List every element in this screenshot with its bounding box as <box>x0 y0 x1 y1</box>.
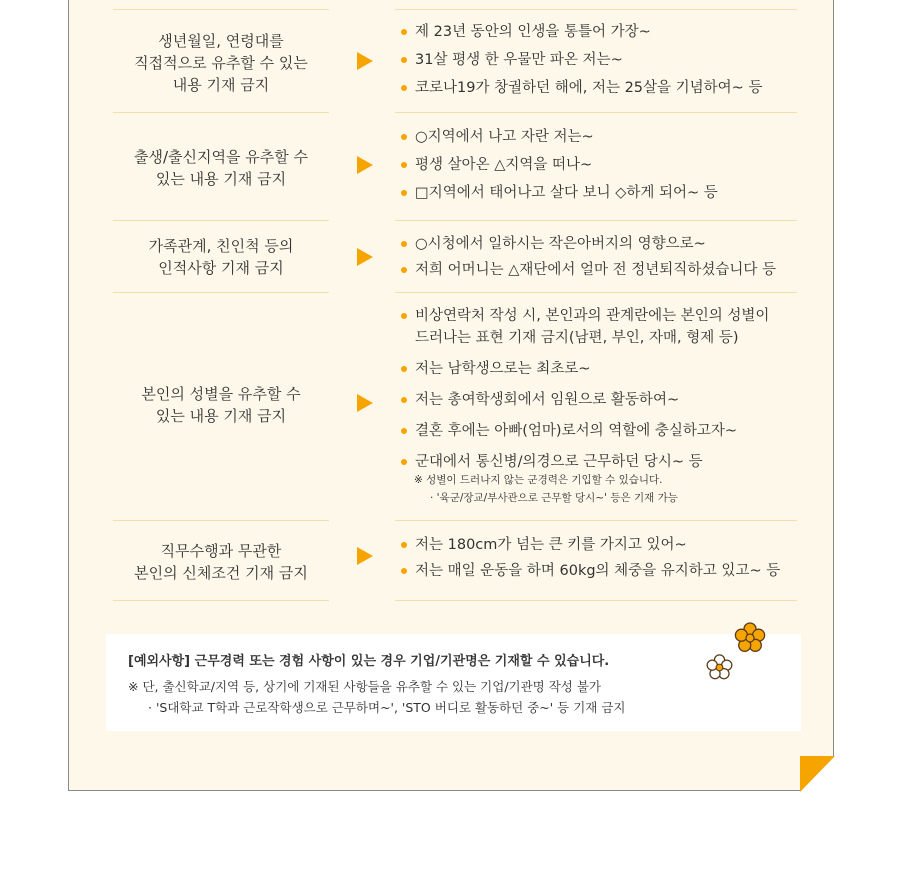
list-item: 저는 180cm가 넘는 큰 키를 가지고 있어~ <box>398 534 798 556</box>
arrow-icon <box>357 248 373 266</box>
note-subtext: · '육군/장교/부사관으로 근무할 당시~' 등은 기재 가능 <box>430 492 678 504</box>
folded-corner <box>800 756 835 792</box>
list-item: 제 23년 동안의 인생을 통틀어 가장~ <box>398 21 798 43</box>
list-item: 결혼 후에는 아빠(엄마)로서의 역할에 충실하고자~ <box>398 420 783 442</box>
divider <box>395 9 797 10</box>
divider <box>395 112 797 113</box>
list-item: 비상연락처 작성 시, 본인과의 관계란에는 본인의 성별이 드러나는 표현 기재 금지(남편, 부인, 자매, 형제 등) <box>398 305 783 349</box>
list-item: ○시청에서 일하시는 작은아버지의 영향으로~ <box>398 233 798 255</box>
arrow-icon <box>357 52 373 70</box>
divider <box>395 520 797 521</box>
divider <box>113 600 329 601</box>
note-text: ※ 성별이 드러나지 않는 군경력은 기입할 수 있습니다. <box>414 474 663 486</box>
list-item: 평생 살아온 △지역을 떠나~ <box>398 154 798 176</box>
list-item: 코로나19가 창궐하던 해에, 저는 25살을 기념하여~ 등 <box>398 77 798 99</box>
list-item: 군대에서 통신병/의경으로 근무하던 당시~ 등 <box>398 451 783 473</box>
list-item: 저희 어머니는 △재단에서 얼마 전 정년퇴직하셨습니다 등 <box>398 259 798 281</box>
divider <box>113 520 329 521</box>
orange-flower-icon <box>734 622 766 654</box>
rule-label: 가족관계, 친인척 등의 인적사항 기재 금지 <box>148 237 294 277</box>
list-item: 저는 남학생으로는 최초로~ <box>398 358 783 380</box>
divider <box>113 292 329 293</box>
divider <box>113 9 329 10</box>
divider <box>113 112 329 113</box>
example-list <box>398 305 783 473</box>
exception-title: [예외사항] 근무경력 또는 경험 사항이 있는 경우 기업/기관명은 기재할 수 있습니다. <box>128 654 610 669</box>
divider <box>395 600 797 601</box>
list-item: 저는 총여학생회에서 임원으로 활동하여~ <box>398 389 783 411</box>
rule-label: 본인의 성별을 유추할 수 있는 내용 기재 금지 <box>141 385 301 425</box>
exception-note: ※ 단, 출신학교/지역 등, 상기에 기재된 사항들을 유추할 수 있는 기업/기관명 작성 불가 <box>128 679 602 694</box>
list-item: 저는 매일 운동을 하며 60kg의 체중을 유지하고 있고~ 등 <box>398 560 798 582</box>
white-flower-icon <box>706 654 733 681</box>
exception-subnote: · 'S대학교 T학과 근로작학생으로 근무하며~', 'STO 버디로 활동하던 중~' 등 기재 금지 <box>148 700 626 715</box>
example-list <box>398 126 798 204</box>
exception-box <box>106 634 801 731</box>
arrow-icon <box>357 156 373 174</box>
arrow-icon <box>357 394 373 412</box>
list-item: 31살 평생 한 우물만 파온 저는~ <box>398 49 798 71</box>
list-item: □지역에서 태어나고 살다 보니 ◇하게 되어~ 등 <box>398 182 798 204</box>
rule-label: 출생/출신지역을 유추할 수 있는 내용 기재 금지 <box>134 148 308 188</box>
list-item: ○지역에서 나고 자란 저는~ <box>398 126 798 148</box>
divider <box>395 292 797 293</box>
rule-label: 생년월일, 연령대를 직접적으로 유추할 수 있는 내용 기재 금지 <box>134 32 308 94</box>
divider <box>395 220 797 221</box>
arrow-icon <box>357 547 373 565</box>
rule-label: 직무수행과 무관한 본인의 신체조건 기재 금지 <box>134 542 308 582</box>
divider <box>113 220 329 221</box>
example-list <box>398 534 798 582</box>
example-list <box>398 21 798 99</box>
example-list <box>398 233 798 281</box>
